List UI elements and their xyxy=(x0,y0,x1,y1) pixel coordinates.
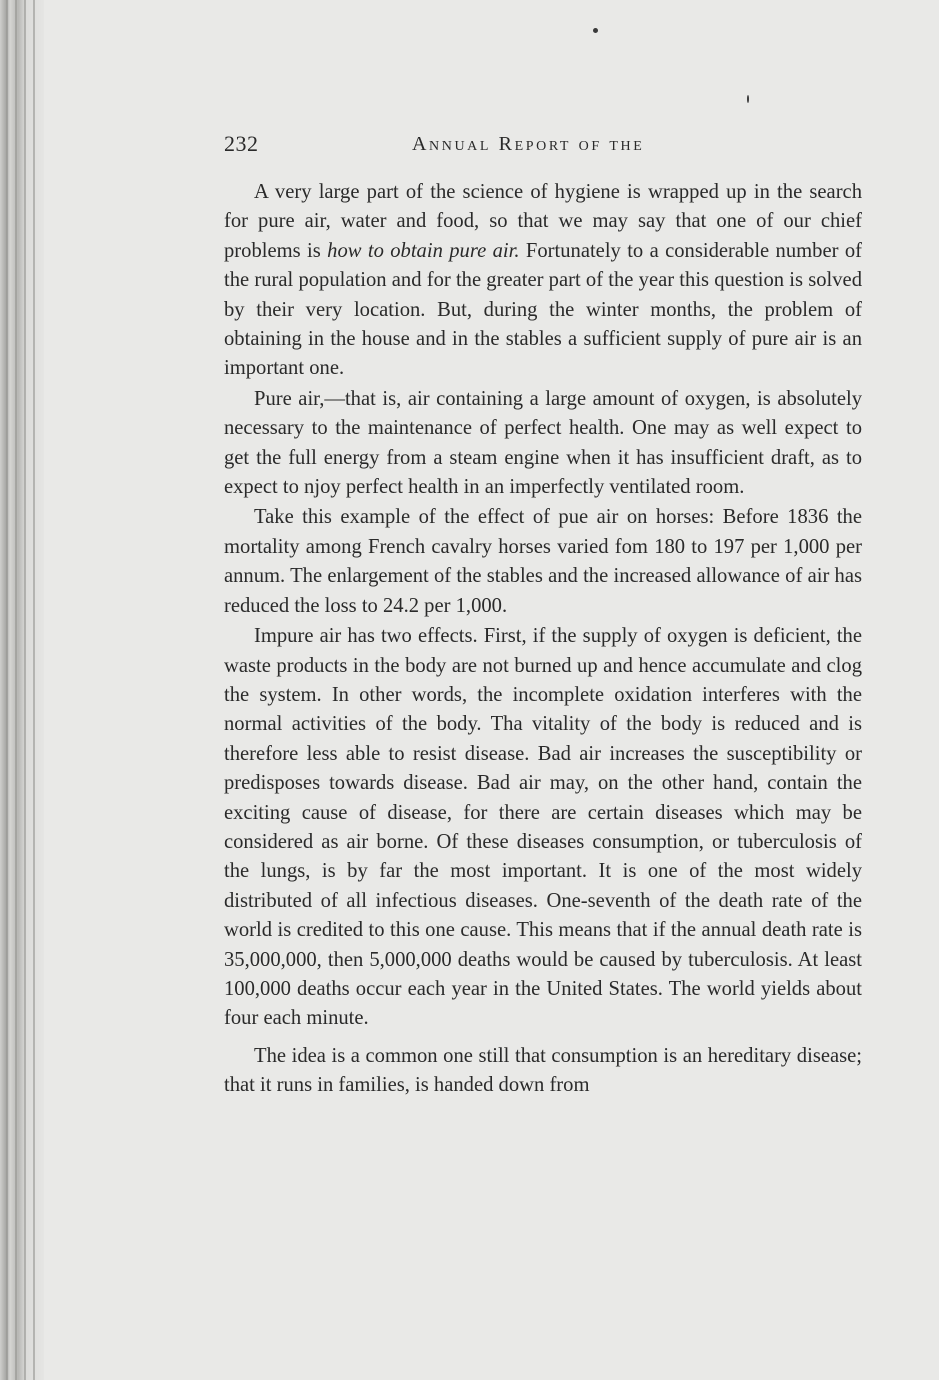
paragraph-4: Impure air has two effects. First, if the supply of oxygen is deficient, the waste products in the body are not burned up and hence accumulate and clog the system. In other words, the incomplete oxidation interferes with the normal activities of the body. Tha vitality of the body is reduced and is therefore less able to resist disease. Bad air increases the susceptibility or predisposes towards disease. Bad air may, on the other hand, contain the exciting cause of disease, for there are certain diseases which may be considered as air borne. Of these diseases consumption, or tuberculosis of the lungs, is by far the most important. It is one of the most widely distributed of all infectious diseases. One-seventh of the death rate of the world is credited to this one cause. This means that if the annual death rate is 35,000,000, then 5,000,000 deaths would be caused by tuberculosis. At least 100,000 deaths occur each year in the United States. The world yields about four each minute. xyxy=(224,625,862,1030)
running-head: Annual Report of the xyxy=(412,133,645,155)
body-text xyxy=(224,178,862,1101)
page-binding-edge xyxy=(0,0,44,1380)
binding-line xyxy=(6,0,8,1380)
ink-speck xyxy=(593,28,598,33)
paragraph-5: The idea is a common one still that consumption is an hereditary disease; that it runs in families, is handed down from xyxy=(224,1044,862,1097)
binding-line xyxy=(15,0,17,1380)
paragraph-1-text-before: A very large part of the science of hygiene is wrapped up in the search for pure air, water and food, so that we may say that one of our chief problems is xyxy=(224,181,862,262)
page-number: 232 xyxy=(224,131,259,156)
paragraph-1-emphasis: how to obtain pure air. xyxy=(327,239,520,262)
paragraph-1-text-after: Fortunately to a considerable number of the rural population and for the greater part of the year this question is solved by their very location. But, during the winter months, the problem of obtaining in the house and in the stables a sufficient supply of pure air is an important one. xyxy=(224,239,862,380)
paragraph-3: Take this example of the effect of pue air on horses: Before 1836 the mortality among French cavalry horses varied fom 180 to 197 per 1,000 per annum. The enlargement of the stables and the increased allowance of air has reduced the loss to 24.2 per 1,000. xyxy=(224,506,862,617)
binding-line xyxy=(24,0,26,1380)
binding-line xyxy=(33,0,35,1380)
page-header xyxy=(224,131,864,161)
paragraph-1 xyxy=(224,178,862,384)
ink-speck xyxy=(747,95,749,103)
paragraph-2: Pure air,—that is, air containing a large amount of oxygen, is absolutely necessary to the maintenance of perfect health. One may as well expect to get the full energy from a steam engine when it has insufficient draft, as to expect to njoy perfect health in an imperfectly ventilated room. xyxy=(224,387,862,499)
